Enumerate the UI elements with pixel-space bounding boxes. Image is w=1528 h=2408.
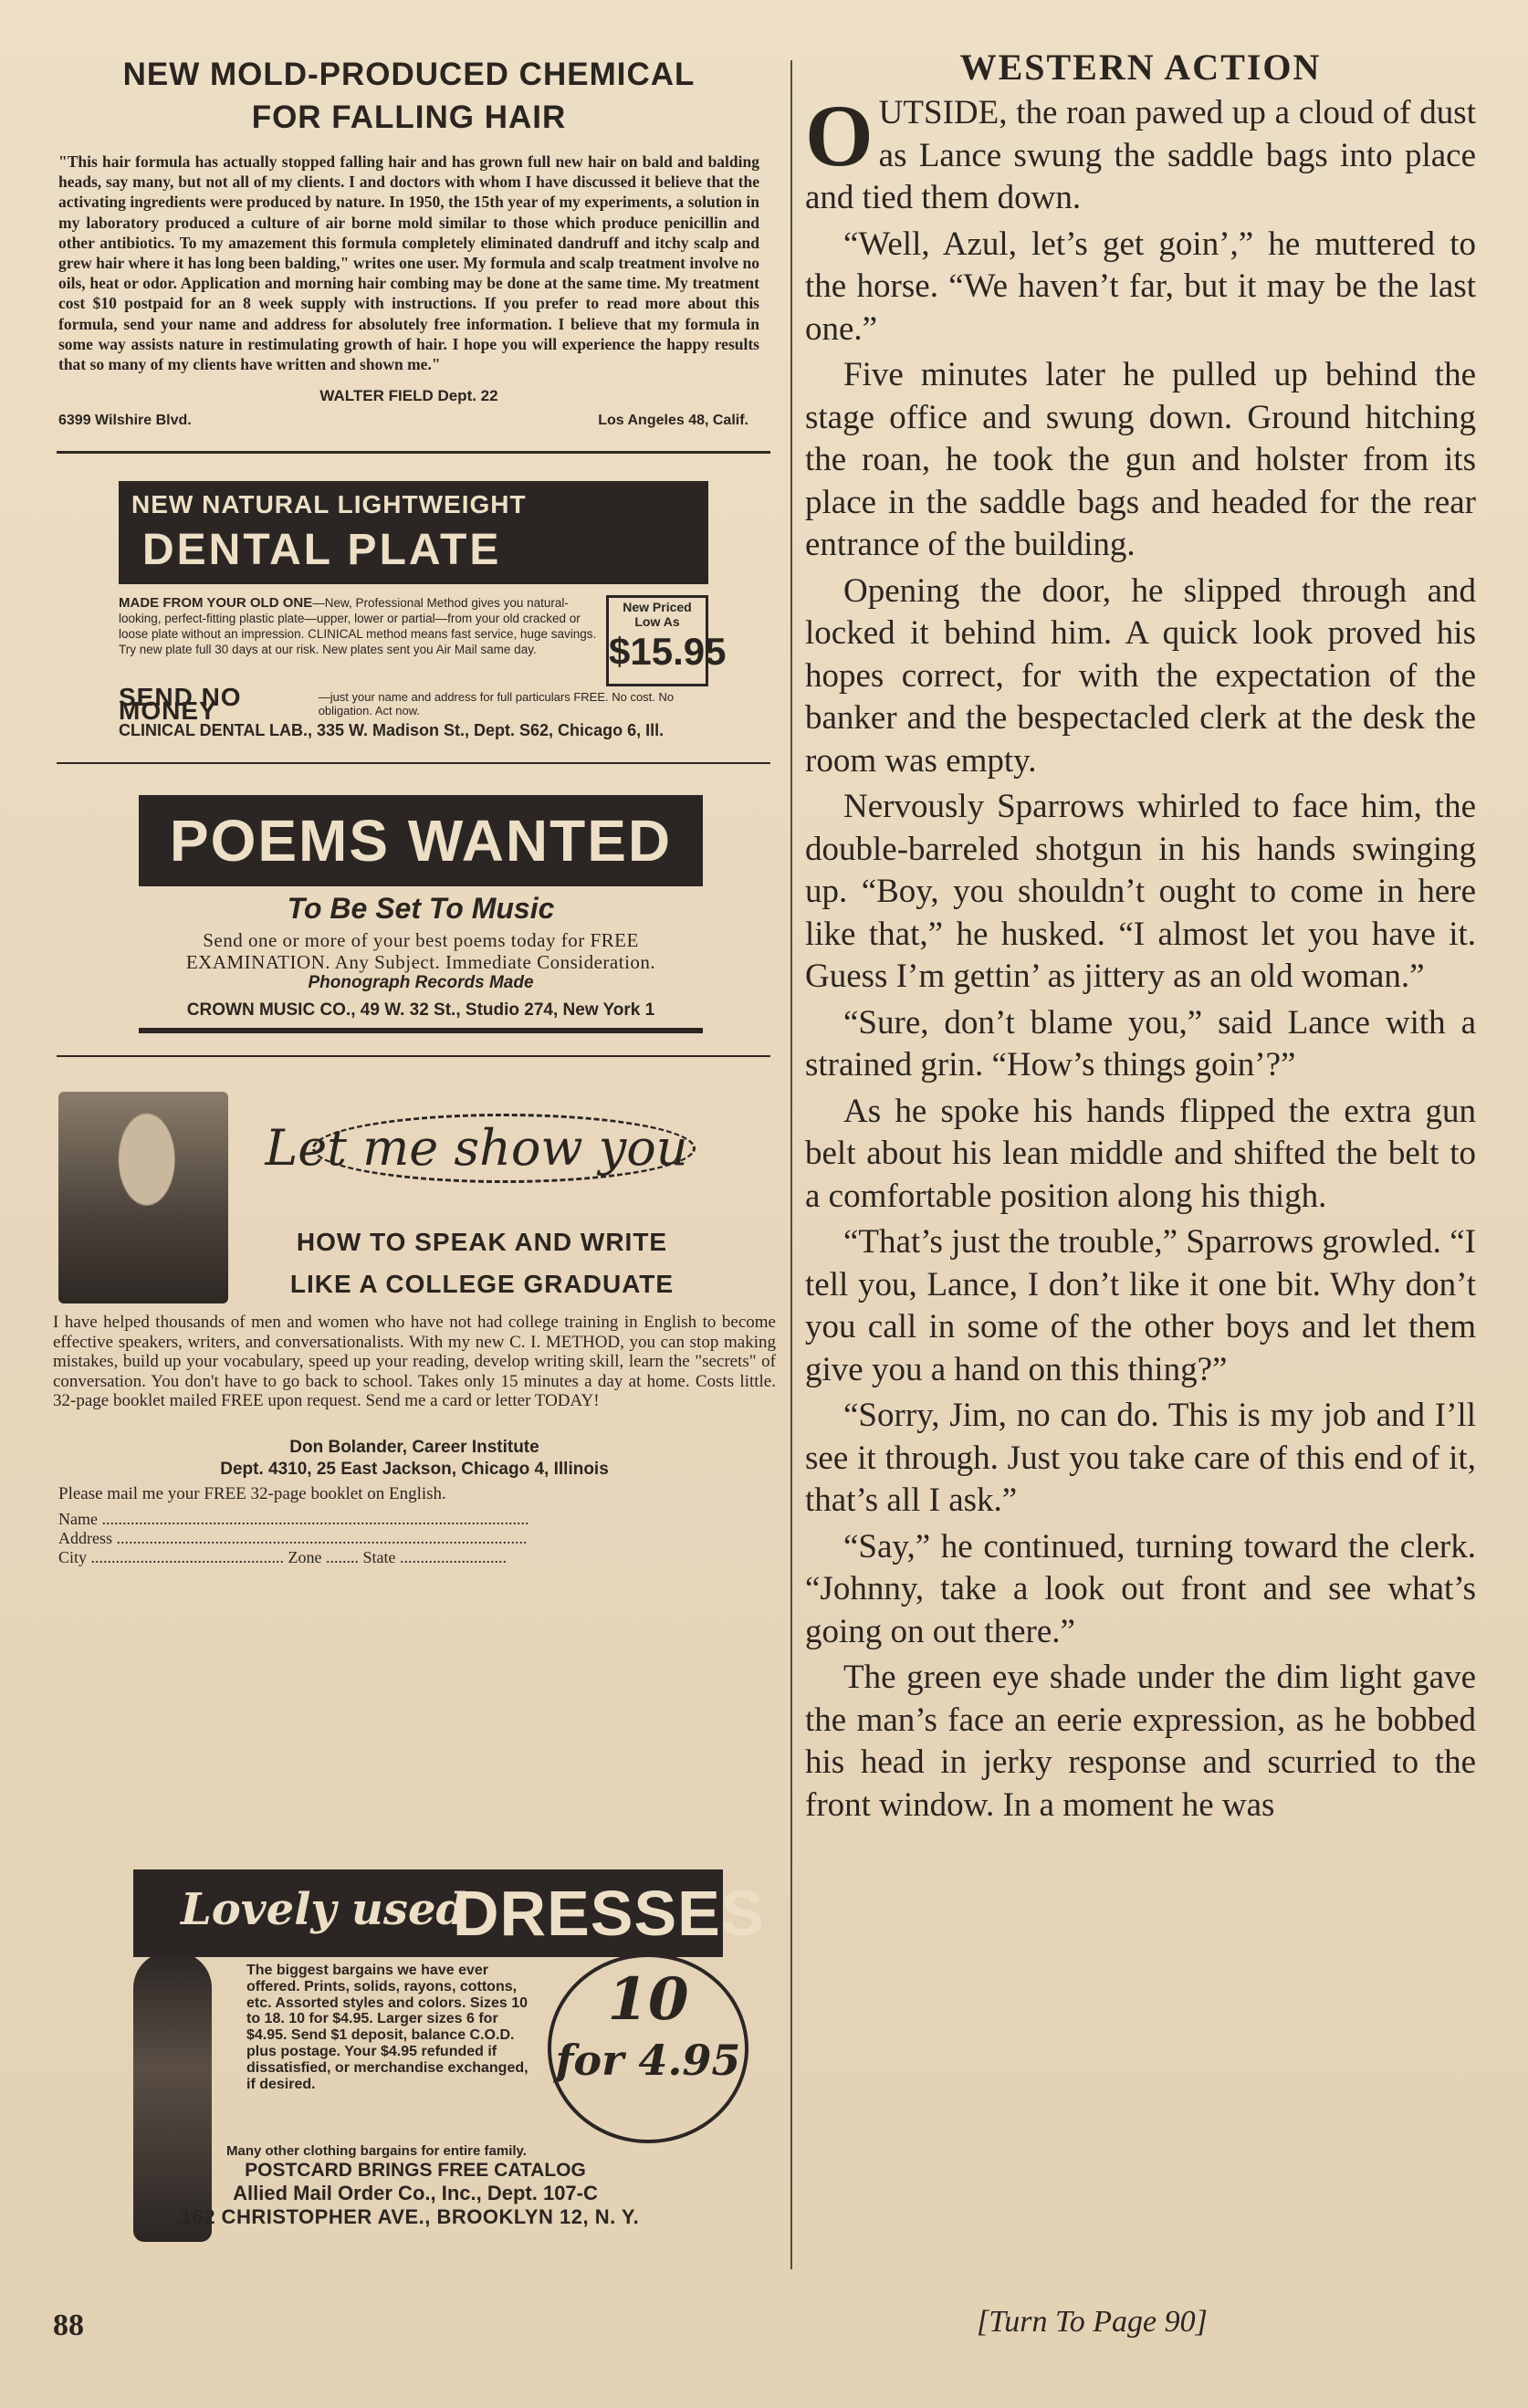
send-no-money: SEND NO MONEY <box>119 683 242 726</box>
story-column <box>805 46 1476 1830</box>
contact-name: Don Bolander, Career Institute <box>289 1438 539 1458</box>
headline-line: HOW TO SPEAK AND WRITE <box>296 1228 668 1257</box>
price-circle <box>548 1953 748 2143</box>
ad-headline <box>235 1221 728 1305</box>
continued-note: [Turn To Page 90] <box>977 2305 1208 2339</box>
banner-title: DRESSES <box>453 1878 765 1949</box>
underline-bar <box>139 1028 703 1033</box>
divider <box>57 762 770 764</box>
college-graduate-ad <box>53 1066 776 1669</box>
paragraph-text: UTSIDE, the roan pawed up a cloud of dust as Lance swung the saddle bags into place and tied them down. <box>805 94 1476 216</box>
story-paragraph: Nervously Sparrows whirled to face him, the double-barreled shotgun in his hands swinging up. “Boy, you shouldn’t ought to come in here like that,” he husked. “I almost let you have it. Guess I’m gettin’ as jittery as an old woman.” <box>805 788 1476 995</box>
price-amount: for 4.95 <box>555 2036 741 2085</box>
banner-line: DENTAL PLATE <box>142 526 502 575</box>
price-tag: New Priced Low As <box>623 600 692 630</box>
price-count: 10 <box>607 1965 689 2034</box>
contact-dept: Dept. 4310, 25 East Jackson, Chicago 4, Illinois <box>220 1460 609 1480</box>
story-paragraph <box>805 87 1476 220</box>
story-paragraph: “That’s just the trouble,” Sparrows growled. “I tell you, Lance, I don’t like it one bit. Why don’t you call in some of the other boys and let them give you a hand on this thing?” <box>805 1223 1476 1388</box>
form-name-field: Name ........................................................................................................ <box>58 1510 529 1529</box>
ad-banner <box>133 1869 765 1957</box>
banner-script: Lovely used <box>181 1884 467 1935</box>
ad-banner <box>119 481 708 584</box>
headline-line: LIKE A COLLEGE GRADUATE <box>289 1270 675 1299</box>
column-divider <box>790 60 792 2269</box>
ad-banner: POEMS WANTED <box>139 795 703 886</box>
ad-company: CROWN MUSIC CO., 49 W. 32 St., Studio 274, New York 1 <box>186 1000 655 1021</box>
form-city-field: City ............................................... Zone ........ State .......................... <box>58 1548 507 1567</box>
address-right: Los Angeles 48, Calif. <box>598 413 748 429</box>
instructor-photo <box>58 1092 228 1303</box>
story-paragraph: “Sorry, Jim, no can do. This is my job and I’ll see it through. Just you take care of this end of it, that’s all I ask.” <box>805 1397 1476 1519</box>
ad-headline: FOR FALLING HAIR <box>251 99 567 135</box>
ad-body: The biggest bargains we have ever offered. Prints, solids, rayons, cottons, etc. Assorted styles and colors. Sizes 10 to 18. 10 for $4.95. Larger sizes 6 for $4.95. Send $1 deposit, balance C.O.D. plus postage. Your $4.95 refunded if dissatisfied, or merchandise exchanged, if desired. <box>246 1963 529 2092</box>
running-head: WESTERN ACTION <box>959 47 1322 88</box>
ad-body: I have helped thousands of men and women who have not had college training in English to become effective speakers, writers, and conversationalists. With my new C. I. METHOD, you can stop making mistakes, build up your vocabulary, speed up your reading, develop writing skill, learn the "secrets" of conversation. You don't have to go back to school. Takes only 15 minutes a day at home. Costs little. 32-page booklet mailed FREE upon request. Send me a card or letter TODAY! <box>53 1313 776 1411</box>
ad-company: CLINICAL DENTAL LAB., 335 W. Madison St., Dept. S62, Chicago 6, Ill. <box>119 721 665 740</box>
left-column-ads <box>53 53 776 1669</box>
drop-cap: O <box>805 87 874 184</box>
ad-description <box>119 595 599 686</box>
ad-subhead: To Be Set To Music <box>287 892 555 926</box>
divider <box>57 451 770 454</box>
form-address-field: Address .................................................................................................... <box>58 1529 528 1548</box>
story-paragraph: Opening the door, he slipped through and locked it behind him. A quick look proved his hopes correct, for with the expectation of the banker and the bespectacled clerk at the desk the room was empty. <box>805 571 1476 780</box>
ad-street: 162 CHRISTOPHER AVE., BROOKLYN 12, N. Y. <box>180 2205 640 2228</box>
postcard-line: POSTCARD BRINGS FREE CATALOG <box>245 2160 586 2181</box>
story-paragraph: As he spoke his hands flipped the extra gun belt about his lean middle and shifted the belt to a comfortable position along his thigh. <box>805 1092 1476 1215</box>
ad-address <box>58 413 748 429</box>
ad-lead: MADE FROM YOUR OLD ONE <box>119 595 313 612</box>
story-text <box>805 87 1476 1827</box>
story-paragraph: Five minutes later he pulled up behind the stage office and swung down. Ground hitching the roan, he took the gun and holster from its place in the saddle bags and headed for the rear entrance of the building. <box>805 356 1476 563</box>
send-line <box>119 683 708 726</box>
ad-contact <box>53 1437 776 1481</box>
price-box <box>606 595 727 686</box>
divider <box>57 1055 770 1057</box>
ad-headline: NEW MOLD-PRODUCED CHEMICAL <box>122 57 696 92</box>
dental-plate-ad <box>119 481 727 740</box>
ad-script-heading: Let me show you <box>248 1103 705 1194</box>
mail-line: Please mail me your FREE 32-page booklet on English. <box>58 1484 446 1504</box>
ad-body: Send one or more of your best poems today for FREE EXAMINATION. Any Subject. Immediate Consideration. <box>185 929 656 974</box>
story-paragraph: “Say,” he continued, turning toward the clerk. “Johnny, take a look out front and see what’s going on out there.” <box>805 1527 1476 1650</box>
story-paragraph: “Well, Azul, let’s get goin’,” he muttered to the horse. “We haven’t far, but it may be the last one.” <box>805 225 1476 348</box>
ad-records: Phonograph Records Made <box>308 973 534 993</box>
page-number: 88 <box>53 2309 84 2342</box>
ad-signature: WALTER FIELD Dept. 22 <box>319 387 498 405</box>
coupon-form <box>58 1510 789 1567</box>
story-paragraph: “Sure, don’t blame you,” said Lance with a strained grin. “How’s things goin’?” <box>805 1003 1476 1084</box>
ad-note: Many other clothing bargains for entire family. <box>226 2143 527 2159</box>
banner-line: NEW NATURAL LIGHTWEIGHT <box>131 490 527 519</box>
address-left: 6399 Wilshire Blvd. <box>58 413 192 429</box>
dresses-ad <box>80 1869 765 2253</box>
ad-desc-text: —New, Professional Method gives you natural-looking, perfect-fitting plastic plate—upper, lower or partial—from your old cracked or loose plate without an impression. CLINICAL method means fast service, huge savings. Try new plate full 30 days at our risk. New plates sent you Air Mail same day. <box>119 596 597 657</box>
poems-wanted-ad <box>139 795 703 1033</box>
price-value: $15.95 <box>609 630 727 674</box>
story-paragraph: The green eye shade under the dim light gave the man’s face an eerie expression, as he bobbed his head in jerky response and scurried to the front window. In a moment he was <box>805 1659 1476 1824</box>
hair-formula-ad <box>53 53 765 429</box>
send-detail: —just your name and address for full particulars FREE. No cost. No obligation. Act now. <box>318 690 675 718</box>
ad-company: Allied Mail Order Co., Inc., Dept. 107-C <box>233 2182 598 2204</box>
ad-body <box>119 595 727 686</box>
ad-body: "This hair formula has actually stopped falling hair and has grown full new hair on bald and balding heads, say many, but not all of my clients. I and doctors with whom I have discussed it believe that the activating ingredients were produced by nature. In 1950, the 15th year of my experiments, a solution in my laboratory produced a culture of air borne mold similar to those which produce penicillin and other antibiotics. To my amazement this formula completely eliminated dandruff and itchy scalp and grew hair where it has long been balding," writes one user. My formula and scalp treatment involve no oils, heat or odor. Application and morning hair combing may be done at the same time. My treatment cost $10 postpaid for an 8 week supply with instructions. If you prefer to read more about this formula, send your name and address for absolutely free information. I believe that my formula in some way assists nature in restimulating growth of hair. I hope you will experience the happy results that so many of my clients have written and shown me." <box>58 152 759 374</box>
